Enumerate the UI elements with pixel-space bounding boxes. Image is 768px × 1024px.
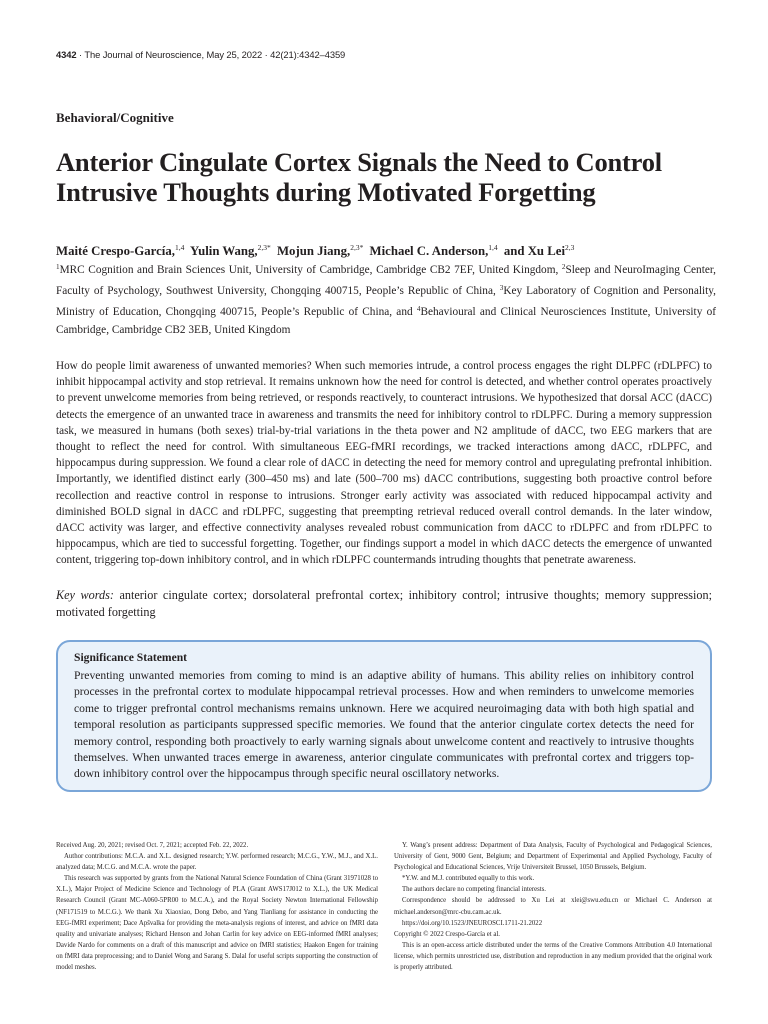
author xyxy=(370,244,498,258)
affiliation: MRC Cognition and Brain Sciences Unit, University of Cambridge, Cambridge CB2 7EF, United Kingdom, xyxy=(59,264,562,276)
footnote-present-address: Y. Wang’s present address: Department of Data Analysis, Faculty of Psychological and Pedagogical Sciences, University of Gent, 9000 Gent, Belgium; and Department of Experimental and Applied Psychology, Faculty of Psychological and Educational Sciences, Vrije Universiteit Brussel, 1050 Brussels, Belgium. xyxy=(394,842,712,872)
author xyxy=(56,244,184,258)
doi-link[interactable]: https://doi.org/10.1523/JNEUROSCI.1711-21.2022 xyxy=(402,919,543,927)
author xyxy=(277,244,363,258)
author-affiliation-marker: 2,3* xyxy=(350,243,364,252)
author-name: Yulin Wang, xyxy=(190,244,258,258)
footnote-competing-interests: The authors declare no competing financial interests. xyxy=(402,886,547,894)
page-number: 4342 xyxy=(56,49,77,60)
author-affiliation-marker: 1,4 xyxy=(174,243,185,252)
author-affiliation-marker: 1,4 xyxy=(488,243,498,252)
keywords-label: Key words: xyxy=(56,588,114,602)
journal-citation: · The Journal of Neuroscience, May 25, 2022 · 42(21):4342–4359 xyxy=(76,49,346,60)
footnotes-right xyxy=(394,840,712,973)
keywords-text: anterior cingulate cortex; dorsolateral prefrontal cortex; inhibitory control; intrusive thoughts; memory suppression; motivated forgetting xyxy=(56,588,712,619)
author-name: Michael C. Anderson, xyxy=(369,244,489,258)
footnotes-left xyxy=(56,840,378,973)
affiliation: Key Laboratory of Cognition and Personality, Ministry of Education, Chongqing 400715, People’s Republic of China, and xyxy=(56,285,716,318)
footnote-correspondence: Correspondence should be addressed to Xu Lei at xlei@swu.edu.cn or Michael C. Anderson at michael.anderson@mrc-cbu.cam.ac.uk. xyxy=(394,897,712,916)
keywords xyxy=(56,587,712,621)
significance-title: Significance Statement xyxy=(74,651,188,664)
running-head xyxy=(56,49,716,60)
article-title xyxy=(56,147,716,207)
footnote-funding: This research was supported by grants from the National Natural Science Foundation of China (Grant 31971028 to X.L.), Major Project of Medicine Science and Technology of PLA (Grant AWS17J012 to X.L.), the UK Medical Research Council (Grant MC-A060-5PR00 to M.C.A.), and the Royal Society Newton International Fellowship (NF171519 to M.C.G.). We thank Xu Xiaoxiao, Dong Debo, and Yang Tianliang for assistance in conducting the EEG-fMRI experiment; Dace Apšvalka for providing the meta-analysis regions of interest, and advice on fMRI data quality and univariate analyses; Richard Henson and Johan Carlin for key advice on EEG-informed fMRI analyses; Davide Nardo for comments on a draft of this manuscript and advice on fMRI statistics; Haakon Engen for training on fMRI data preprocessing; and to Daniel Wong and Sarang S. Dalal for useful scripts supporting the construction of model meshes. xyxy=(56,875,378,972)
footnote-dates: Received Aug. 20, 2021; revised Oct. 7, 2021; accepted Feb. 22, 2022. xyxy=(56,842,249,849)
title-line-1: Anterior Cingulate Cortex Signals the Need to Control xyxy=(56,147,662,177)
author-name: Mojun Jiang, xyxy=(276,244,351,258)
author-name: and Xu Lei xyxy=(503,244,566,258)
affiliation-marker: 2 xyxy=(561,263,566,271)
affiliation-marker: 4 xyxy=(416,305,421,313)
footnote-license: This is an open-access article distributed under the terms of the Creative Commons Attribution 4.0 International license, which permits unrestricted use, distribution and reproduction in any medium provided that the original work is properly attributed. xyxy=(394,941,712,972)
affiliation: Behavioural and Clinical Neurosciences Institute, University of Cambridge, Cambridge CB2 3EB, United Kingdom xyxy=(56,306,716,336)
footnote-contributions: Author contributions: M.C.A. and X.L. designed research; Y.W. performed research; M.C.G., Y.W., M.J., and X.L. analyzed data; M.C.G. and M.C.A. wrote the paper. xyxy=(56,853,378,872)
affiliation: Sleep and NeuroImaging Center, Faculty of Psychology, Southwest University, Chongqing 400715, People’s Republic of China, xyxy=(56,264,716,297)
affiliations xyxy=(56,258,716,339)
significance-statement-box xyxy=(56,640,712,792)
author-affiliation-marker: 2,3 xyxy=(565,243,575,252)
affiliation-marker: 3 xyxy=(499,284,504,292)
significance-text: Preventing unwanted memories from coming to mind is an adaptive ability of humans. This ability relies on inhibitory control processes in the prefrontal cortex to modulate hippocampal retrieval processes. How and when reminders to unwelcome memories come to trigger prefrontal control mechanisms remains unknown. Here we acquired neuroimaging data with both high spatial and temporal resolution as participants suppressed specific memories. We found that the anterior cingulate cortex detects the need for memory control, responding both proactively to early warning signals about unwelcome content and reactively to intrusive thoughts themselves. When unwanted traces emerge in awareness, anterior cingulate communicates with prefrontal cortex and triggers top-down inhibitory control over the hippocampus through specific neural oscillatory networks. xyxy=(74,669,694,781)
abstract: How do people limit awareness of unwanted memories? When such memories intrude, a control process engages the right DLPFC (rDLPFC) to inhibit hippocampal activity and stop retrieval. It remains unknown how the need for control is detected, and whether control operates proactively to prevent unwelcome memories from being retrieved, or responds reactively, to counteract intrusions. We hypothesized that dorsal ACC (dACC) detects the emergence of an unwanted trace in awareness and transmits the need for inhibitory control to rDLPFC. During a memory suppression task, we measured in humans (both sexes) trial-by-trial variations in the theta power and N2 amplitude of dACC, two EEG markers that are thought to reflect the need for control. With simultaneous EEG-fMRI recordings, we tracked interactions among dACC, rDLPFC, and hippocampus during suppression. We found a clear role of dACC in detecting the need for memory control and upregulating prefrontal inhibition. Importantly, we identified distinct early (300–450 ms) and late (500–700 ms) dACC contributions, suggesting both proactive control before recollection and reactive control in response to intrusions. Stronger early activity was associated with reduced hippocampal activity and diminished BOLD signal in dACC and rDLPFC, suggesting that preempting retrieval reduced overall control demands. In the later window, dACC activity was larger, and effective connectivity analyses revealed robust communication from dACC to rDLPFC and from rDLPFC to hippocampus, which are tied to successful forgetting. Together, our findings support a model in which dACC detects the emergence of unwanted content, triggering top-down inhibitory control, and in which rDLPFC countermands intruding thoughts that penetrate awareness. xyxy=(56,360,712,567)
author xyxy=(190,244,271,258)
footnote-equal-contribution: *Y.W. and M.J. contributed equally to this work. xyxy=(402,875,535,883)
title-line-2: Intrusive Thoughts during Motivated Forgetting xyxy=(56,177,596,207)
footnote-copyright: Copyright © 2022 Crespo-García et al. xyxy=(394,930,500,938)
author-list xyxy=(56,239,716,260)
author-name: Maité Crespo-García, xyxy=(56,244,175,258)
author xyxy=(504,244,575,258)
affiliation-marker: 1 xyxy=(56,263,60,271)
author-affiliation-marker: 2,3* xyxy=(257,243,271,252)
section-label: Behavioral/Cognitive xyxy=(56,110,174,125)
